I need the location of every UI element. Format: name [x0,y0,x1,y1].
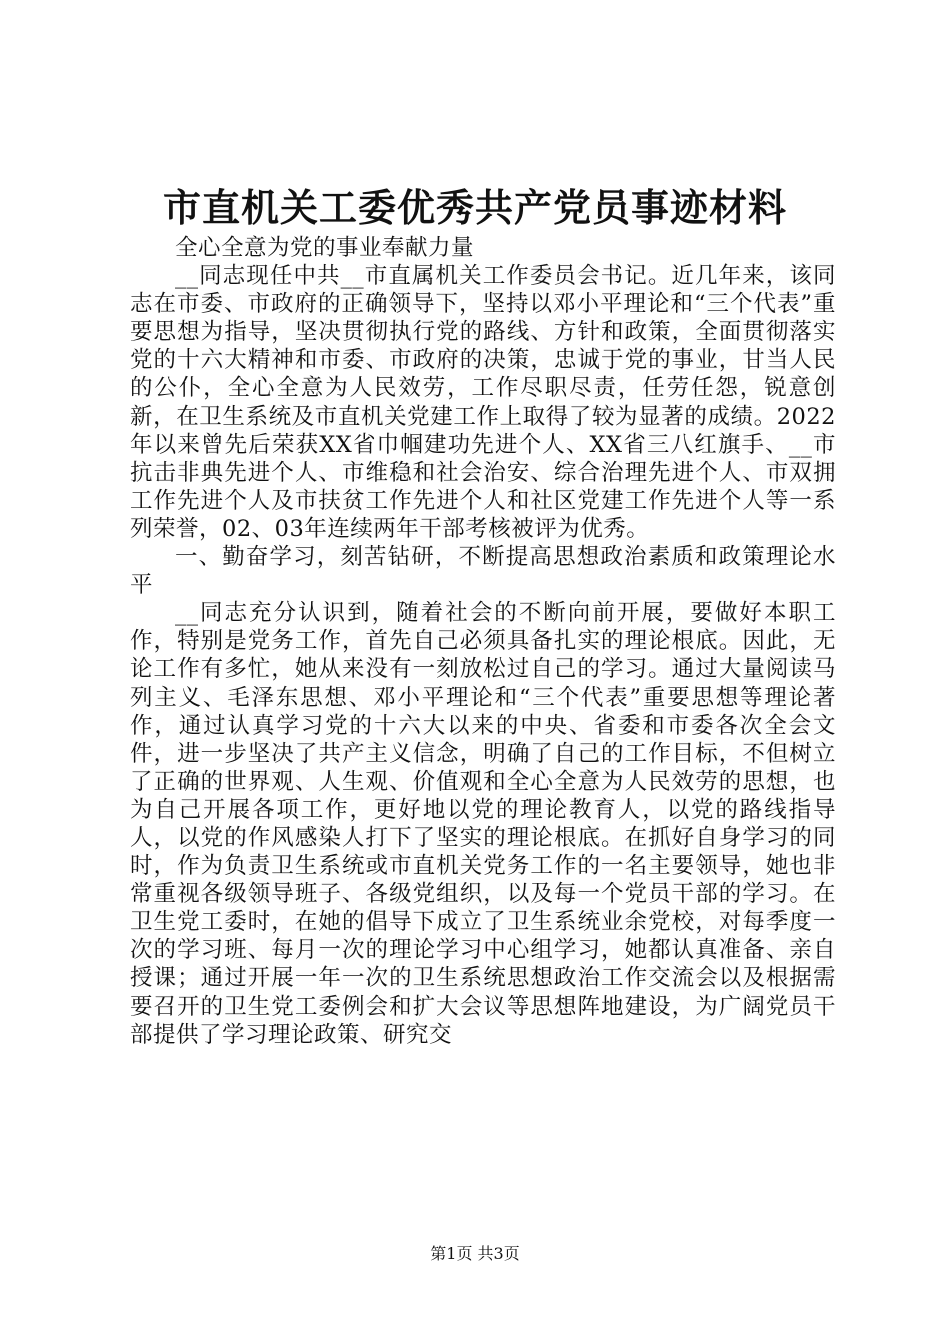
paragraph-intro: __同志现任中共__市直属机关工作委员会书记。近几年来，该同志在市委、市政府的正确领导下，坚持以邓小平理论和“三个代表”重要思想为指导，坚决贯彻执行党的路线、方针和政策，全面贯彻落实党的十六大精神和市委、市政府的决策，忠诚于党的事业，甘当人民的公仆，全心全意为人民效劳，工作尽职尽责，任劳任怨，锐意创新，在卫生系统及市直机关党建工作上取得了较为显著的成绩。2022年以来曾先后荣获XX省巾帼建功先进个人、XX省三八红旗手、__市抗击非典先进个人、市维稳和社会治安、综合治理先进个人、市双拥工作先进个人及市扶贫工作先进个人和社区党建工作先进个人等一系列荣誉，02、03年连续两年干部考核被评为优秀。 [130,263,836,542]
document-subtitle: 全心全意为党的事业奉献力量 [175,235,475,261]
paragraph-study: __同志充分认识到，随着社会的不断向前开展，要做好本职工作，特别是党务工作，首先自己必须具备扎实的理论根底。因此，无论工作有多忙，她从来没有一刻放松过自己的学习。通过大量阅读马列主义、毛泽东思想、邓小平理论和“三个代表”重要思想等理论著作，通过认真学习党的十六大以来的中央、省委和市委各次全会文件，进一步坚决了共产主义信念，明确了自己的工作目标，不但树立了正确的世界观、人生观、价值观和全心全意为人民效劳的思想，也为自己开展各项工作，更好地以党的理论教育人，以党的路线指导人，以党的作风感染人打下了坚实的理论根底。在抓好自身学习的同时，作为负责卫生系统或市直机关党务工作的一名主要领导，她也非常重视各级领导班子、各级党组织，以及每一个党员干部的学习。在卫生党工委时，在她的倡导下成立了卫生系统业余党校，对每季度一次的学习班、每月一次的理论学习中心组学习，她都认真准备、亲自授课；通过开展一年一次的卫生系统思想政治工作交流会以及根据需要召开的卫生党工委例会和扩大会议等思想阵地建设，为广阔党员干部提供了学习理论政策、研究交 [130,600,836,1048]
section-heading-1: 一、勤奋学习，刻苦钻研，不断提高思想政治素质和政策理论水平 [130,544,836,599]
document-body [130,234,836,1049]
document-title: 市直机关工委优秀共产党员事迹材料 [162,185,787,230]
page-footer: 第1页 共3页 [430,1244,520,1263]
